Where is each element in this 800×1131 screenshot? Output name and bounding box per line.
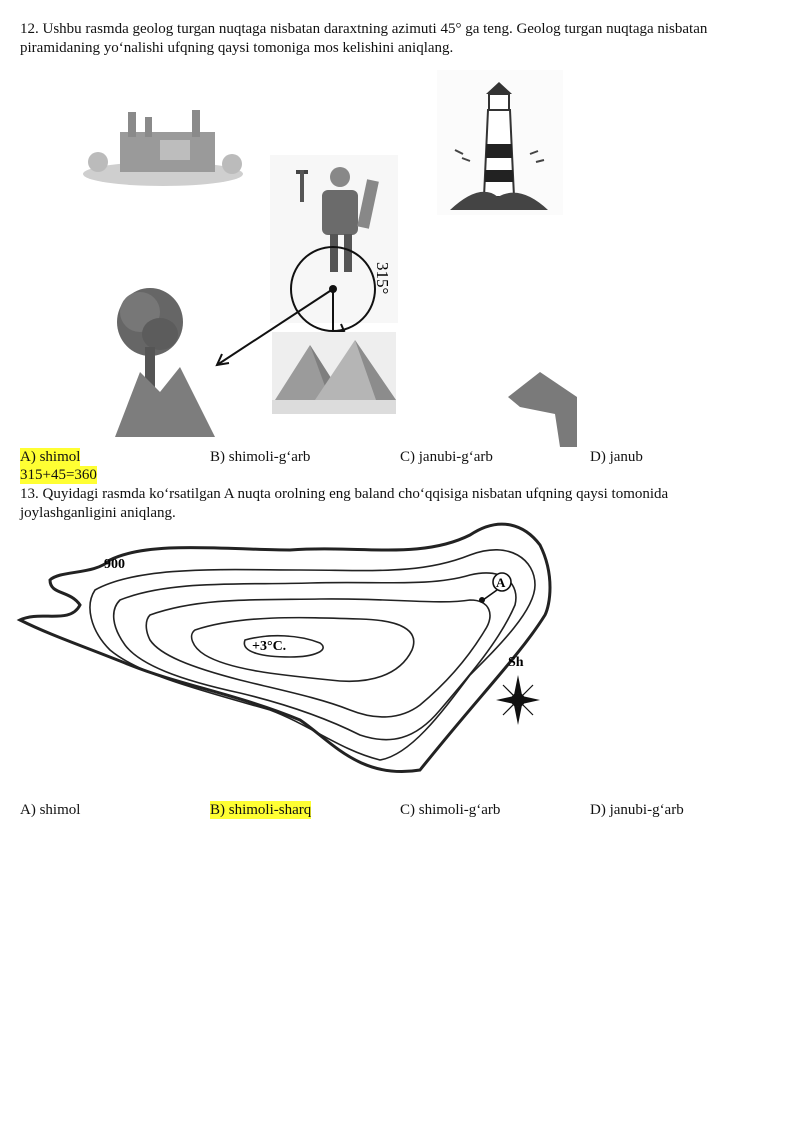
point-a-marker xyxy=(479,573,511,603)
q12-option-a[interactable]: A) shimol xyxy=(20,449,81,465)
lighthouse-icon xyxy=(437,70,563,215)
q13-island-map xyxy=(0,515,800,785)
pyramids-icon xyxy=(272,332,396,414)
point-a-label: A xyxy=(496,575,506,590)
north-label: Sh xyxy=(508,655,524,670)
q13-option-c[interactable]: C) shimoli-g‘arb xyxy=(400,802,501,818)
q12-text-line1: 12. Ushbu rasmda geolog turgan nuqtaga nisbatan daraxtning azimuti 45° ga teng. Geolog turgan nuqtaga nisbatan xyxy=(20,21,708,37)
q13-option-a[interactable]: A) shimol xyxy=(20,802,81,818)
q12-option-d[interactable]: D) janub xyxy=(590,449,643,465)
azimuth-angle-label: 315° xyxy=(373,262,392,295)
q13-option-b[interactable]: B) shimoli-sharq xyxy=(210,802,312,818)
q12-option-c[interactable]: C) janubi-g‘arb xyxy=(400,449,493,465)
factory-icon xyxy=(83,110,243,186)
q13-text-line1: 13. Quyidagi rasmda ko‘rsatilgan A nuqta orolning eng baland cho‘qqisiga nisbatan ufqning qaysi tomonida xyxy=(20,486,669,502)
q12-text-line2: piramidaning yo‘nalishi ufqning qaysi tomoniga mos kelishini aniqlang. xyxy=(20,40,454,56)
north-compass-icon xyxy=(496,675,540,725)
q13-text-line2: joylashganligini aniqlang. xyxy=(20,505,176,521)
tree-icon xyxy=(115,288,215,437)
roof-shape-icon xyxy=(508,372,577,447)
summit-temperature-label: +3°C. xyxy=(252,639,287,654)
contour-label-900: 900 xyxy=(104,557,125,572)
q12-option-b[interactable]: B) shimoli-g‘arb xyxy=(210,449,311,465)
q13-option-d[interactable]: D) janubi-g‘arb xyxy=(590,802,684,818)
q12-illustration xyxy=(0,62,800,452)
q12-answer-note: 315+45=360 xyxy=(20,467,97,483)
